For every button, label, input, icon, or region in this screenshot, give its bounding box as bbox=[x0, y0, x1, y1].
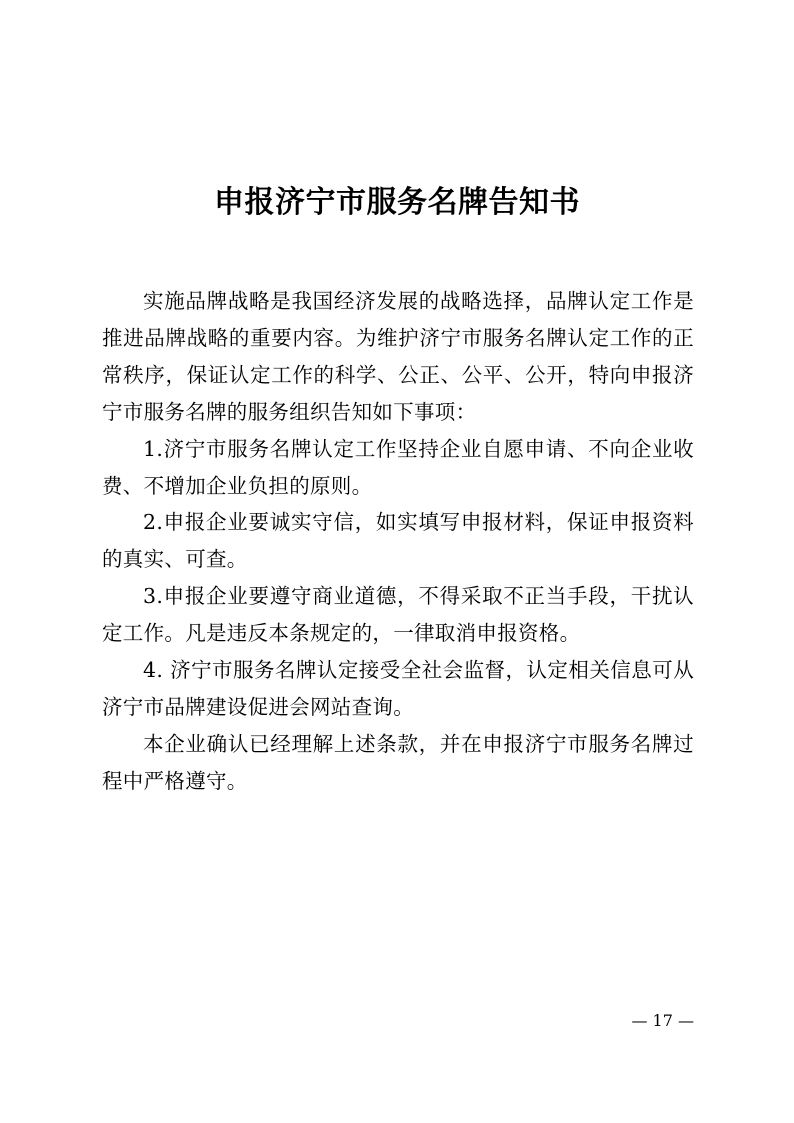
document-body bbox=[102, 283, 694, 800]
intro-paragraph: 实施品牌战略是我国经济发展的战略选择，品牌认定工作是推进品牌战略的重要内容。为维护济宁市服务名牌认定工作的正常秩序，保证认定工作的科学、公正、公平、公开，特向申报济宁市服务名牌的服务组织告知如下事项： bbox=[102, 289, 694, 424]
item-3-paragraph: 3.申报企业要遵守商业道德，不得采取不正当手段，干扰认定工作。凡是违反本条规定的，一律取消申报资格。 bbox=[102, 584, 694, 646]
item-4-paragraph: 4. 济宁市服务名牌认定接受全社会监督，认定相关信息可从济宁市品牌建设促进会网站查询。 bbox=[102, 658, 694, 719]
document-title: 申报济宁市服务名牌告知书 bbox=[214, 185, 580, 220]
page-number: — 17 — bbox=[631, 1011, 694, 1030]
confirmation-paragraph: 本企业确认已经理解上述条款，并在申报济宁市服务名牌过程中严格遵守。 bbox=[102, 731, 694, 793]
item-1-paragraph: 1.济宁市服务名牌认定工作坚持企业自愿申请、不向企业收费、不增加企业负担的原则。 bbox=[102, 436, 694, 498]
item-2-paragraph: 2.申报企业要诚实守信，如实填写申报材料，保证申报资料的真实、可查。 bbox=[102, 510, 694, 572]
